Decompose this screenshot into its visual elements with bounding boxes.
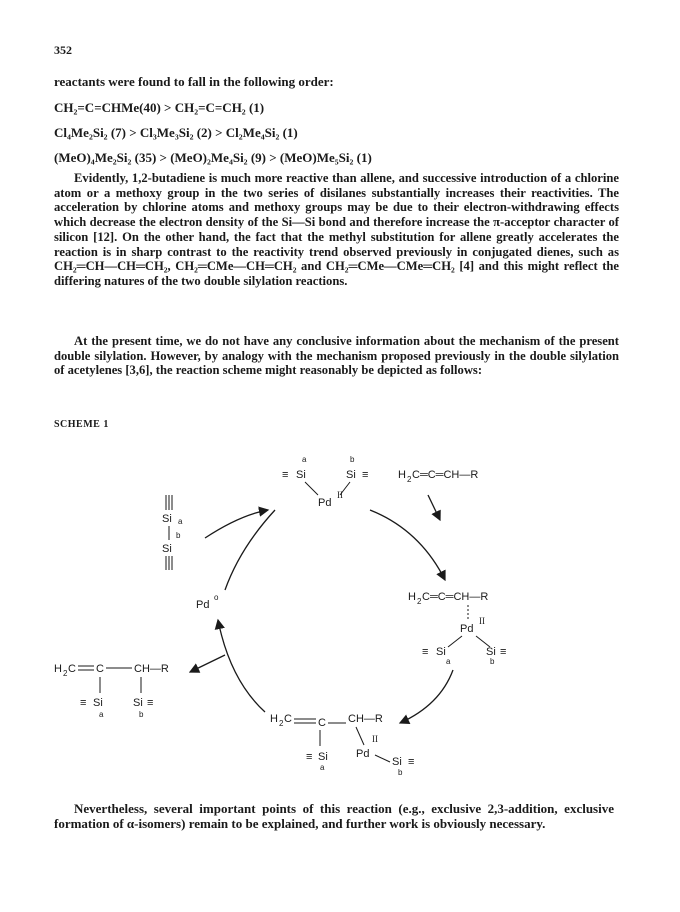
bottom-c2: C <box>318 717 326 729</box>
pd-bottom: Pd <box>356 748 370 760</box>
svg-text:2: 2 <box>417 597 422 606</box>
silyl-pd-intermediate-bottom <box>270 713 414 777</box>
double-silylation-product <box>54 663 169 719</box>
equation-2: Cl₄Me₂Si₂ (7) > Cl₃Me₃Si₂ (2) > Cl₂Me₄Si₂ (1) <box>54 125 298 140</box>
label-b-bottom: b <box>398 768 403 777</box>
triple-top-right: ≡ <box>362 469 369 481</box>
si-b-left: Si <box>162 543 172 555</box>
pd-top: Pd <box>318 497 332 509</box>
intro-line: reactants were found to fall in the following order: <box>54 74 334 89</box>
pd0-ox: o <box>214 593 219 602</box>
svg-text:2: 2 <box>407 475 412 484</box>
allene-right-rest: C═C═CH—R <box>422 591 489 603</box>
arrow-top-to-right <box>370 510 445 580</box>
equation-1: CH₂=C=CHMe(40) > CH₂=C=CH₂ (1) <box>54 100 265 115</box>
label-a-left: a <box>178 517 183 526</box>
si-a-left: Si <box>162 513 172 525</box>
si-bottom-b: Si <box>392 756 402 768</box>
equation-3: (MeO)₄Me₂Si₂ (35) > (MeO)₂Me₄Si₂ (9) > (MeO)Me₅Si₂ (1) <box>54 150 372 165</box>
pd0-catalyst <box>196 593 219 611</box>
arrow-disilane-to-pd <box>205 510 268 538</box>
si-product-a: Si <box>93 697 103 709</box>
paragraph-1: Evidently, 1,2-butadiene is much more reactive than allene, and successive introduction of a chlorine atom or a methoxy group in the two series of disilanes substantially increases their reactivities. The acceleration by chlorine atoms and methoxy groups may be due to their electron-withdrawing effects which decrease the electron density of the Si—Si bond and therefore increase the π-acceptor character of silicon [12]. On the other hand, the fact that the methyl substitution for allene greatly accelerates the reaction is in sharp contrast to the reactivity trend observed previously in conjugated dienes, such as CH₂═CH—CH═CH₂, CH₂═CMe—CH═CH₂ and CH₂═CMe—CMe═CH₂ [4] and this might reflect the differing natures of the two double silylation reactions. <box>54 171 619 288</box>
label-b-product: b <box>139 710 144 719</box>
paragraph-2: At the present time, we do not have any conclusive information about the mechanism of the present double silylation. However, by analogy with the mechanism proposed previously in the double silylation of acetylenes [3,6], the reaction scheme might reasonably be depicted as follows: <box>54 334 619 378</box>
label-a-top: a <box>302 455 307 464</box>
triple-bottom-left: ≡ <box>306 751 313 763</box>
si-top-right: Si <box>346 469 356 481</box>
allene-top-h: H <box>398 469 406 481</box>
product-h: H <box>54 663 62 675</box>
pd-top-ox: II <box>337 490 343 500</box>
triple-top-left: ≡ <box>282 469 289 481</box>
pd-bottom-ox: II <box>372 734 378 744</box>
conclusion-block <box>54 801 614 831</box>
label-a-right: a <box>446 657 451 666</box>
scheme-label: SCHEME 1 <box>54 419 109 430</box>
product-chr: CH—R <box>134 663 169 675</box>
svg-text:2: 2 <box>63 669 68 678</box>
label-b-right: b <box>490 657 495 666</box>
label-b-top: b <box>350 455 355 464</box>
triple-right-left: ≡ <box>422 646 429 658</box>
pd-right: Pd <box>460 623 474 635</box>
arrow-allene-in <box>428 495 440 520</box>
arrow-bottom-to-pd0 <box>218 620 265 712</box>
disilane-reagent <box>162 495 183 570</box>
triple-right-right: ≡ <box>500 646 507 658</box>
page-number: 352 <box>54 43 72 57</box>
label-a-bottom: a <box>320 763 325 772</box>
bottom-h: H <box>270 713 278 725</box>
triple-product-left: ≡ <box>80 697 87 709</box>
si-right-a: Si <box>436 646 446 658</box>
allene-reagent <box>398 469 478 484</box>
si-bottom-a: Si <box>318 751 328 763</box>
arrow-right-to-bottom <box>400 670 453 723</box>
bottom-c1: C <box>284 713 292 725</box>
conclusion-paragraph: Nevertheless, several important points of this reaction (e.g., exclusive 2,3-addition, exclusive formation of α-isomers) remain to be explained, and further work is obviously necessary. <box>54 801 614 831</box>
paragraph-2-block <box>54 334 619 378</box>
si-right-b: Si <box>486 646 496 658</box>
product-c2: C <box>96 663 104 675</box>
label-a-product: a <box>99 710 104 719</box>
allene-top-rest: C═C═CH—R <box>412 469 479 481</box>
triple-bottom-right: ≡ <box>408 756 415 768</box>
arrow-product-out <box>190 655 225 672</box>
pi-allene-pd-complex <box>408 591 506 666</box>
si-product-b: Si <box>133 697 143 709</box>
bottom-chr: CH—R <box>348 713 383 725</box>
svg-text:2: 2 <box>279 719 284 728</box>
triple-product-right: ≡ <box>147 697 154 709</box>
label-b-left: b <box>176 531 181 540</box>
bis-silyl-pd-complex-top <box>282 455 368 509</box>
product-c1: C <box>68 663 76 675</box>
reaction-scheme <box>0 440 680 790</box>
si-top-left: Si <box>296 469 306 481</box>
pd-right-ox: II <box>479 616 485 626</box>
paragraph-1-block <box>54 171 619 289</box>
pd0: Pd <box>196 599 210 611</box>
allene-right-h: H <box>408 591 416 603</box>
